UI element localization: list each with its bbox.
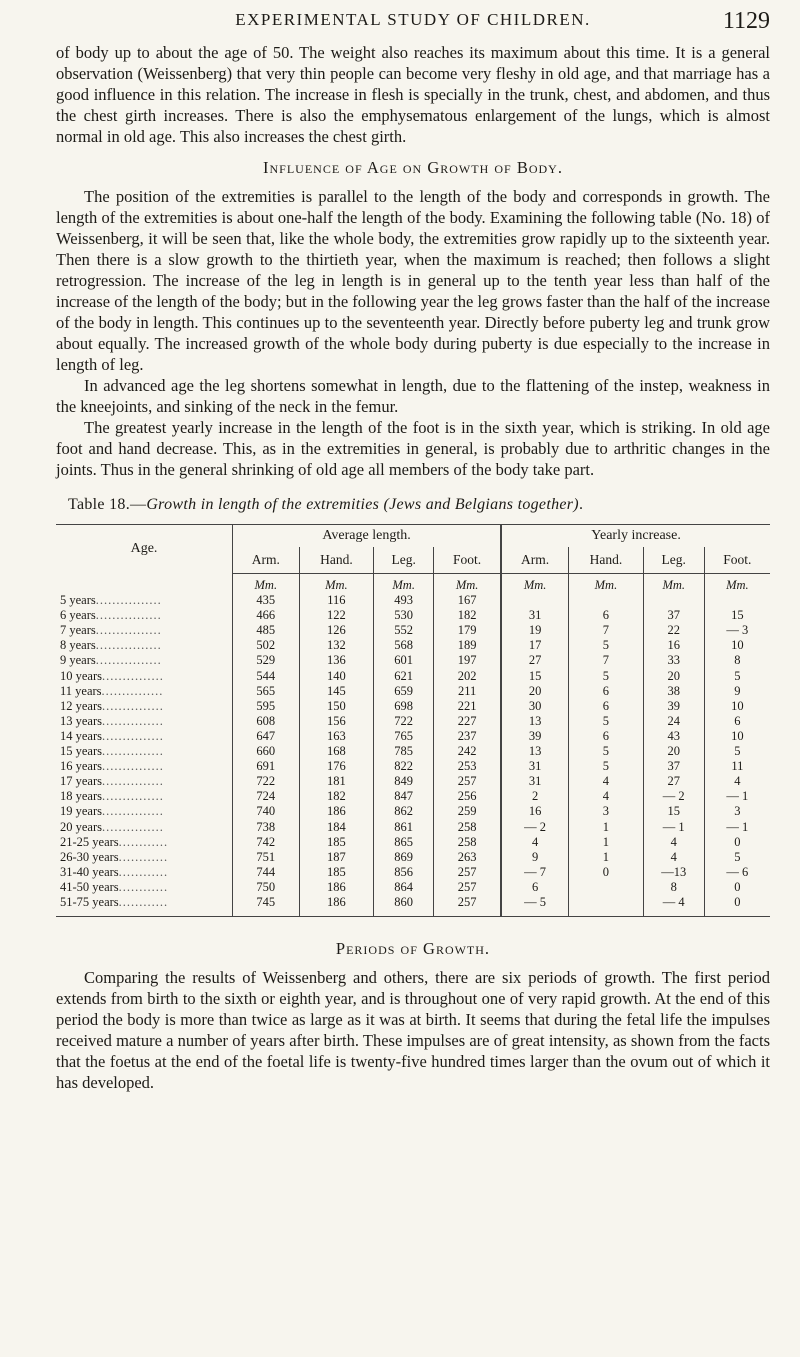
age-cell — [56, 714, 233, 729]
increase-value-cell: — 1 — [726, 789, 749, 804]
leader-dots: ............... — [102, 789, 164, 804]
table-caption-end: . — [578, 496, 584, 513]
average-value-cell: 485 — [233, 623, 300, 638]
increase-value-cell: 13 — [501, 714, 568, 729]
average-value-cell: 861 — [374, 820, 434, 835]
average-value-cell: 150 — [299, 699, 374, 714]
average-value-cell: 211 — [434, 684, 502, 699]
age-cell — [56, 774, 233, 789]
average-value-cell: 185 — [299, 865, 374, 880]
average-value-cell: 724 — [233, 789, 300, 804]
average-value-cell: 565 — [233, 684, 300, 699]
leader-dots: ................ — [95, 653, 162, 668]
average-value-cell: 257 — [434, 865, 502, 880]
increase-value-cell: 6 — [734, 713, 741, 728]
increase-value-cell — [569, 880, 644, 895]
increase-value-cell: 37 — [643, 759, 704, 774]
age-cell — [56, 608, 233, 623]
increase-value-cell: 0 — [734, 834, 741, 849]
table-row — [56, 669, 770, 684]
average-value-cell: 263 — [434, 850, 502, 865]
leader-dots: ............ — [118, 834, 169, 849]
age-label: 12 years — [60, 698, 102, 713]
increase-value-cell: 0 — [569, 865, 644, 880]
table-row — [56, 684, 770, 699]
increase-value-cell: —13 — [643, 865, 704, 880]
age-cell — [56, 593, 233, 608]
increase-value-cell: 8 — [643, 880, 704, 895]
increase-value-cell: 5 — [569, 714, 644, 729]
increase-value-cell: 6 — [569, 699, 644, 714]
average-value-cell: 197 — [434, 653, 502, 668]
leader-dots: ............... — [102, 804, 164, 819]
increase-value-cell: 3 — [734, 804, 741, 819]
paragraph-weight: of body up to about the age of 50. The weight also reaches its maximum about this time. It is a general observation (Weissenberg) that very thin people can become very fleshy in old age, and that marriage has a good influence in this relation. The increase in flesh is specially in the trunk, chest, and abdomen, and thus the chest girth increases. There is also the emphysematous enlargement of the lungs, which is almost normal in old age. This also increases the chest girth. — [56, 43, 770, 146]
unit-label: Mm. — [643, 574, 704, 594]
increase-value-cell: 1 — [569, 850, 644, 865]
average-value-cell: 621 — [374, 669, 434, 684]
average-value-cell: 856 — [374, 865, 434, 880]
section-heading-periods-of-growth: Periods of Growth. — [335, 939, 491, 959]
increase-value-cell: 5 — [734, 668, 741, 683]
table-row — [56, 729, 770, 744]
age-label: 8 years — [60, 638, 96, 653]
increase-value-cell: 11 — [731, 759, 744, 774]
age-label: 31-40 years — [60, 864, 119, 879]
age-cell — [56, 789, 233, 804]
average-value-cell: 862 — [374, 804, 434, 819]
increase-value-cell: 5 — [569, 759, 644, 774]
average-value-cell: 722 — [233, 774, 300, 789]
average-value-cell: 529 — [233, 653, 300, 668]
average-value-cell: 698 — [374, 699, 434, 714]
age-cell — [56, 895, 233, 917]
yearly-increase-header: Yearly increase. — [501, 525, 770, 548]
increase-value-cell: — 5 — [501, 895, 568, 917]
age-cell — [56, 744, 233, 759]
average-value-cell: 186 — [299, 895, 374, 917]
age-cell — [56, 684, 233, 699]
average-value-cell: 167 — [434, 593, 502, 608]
average-column-header: Arm. — [233, 547, 300, 574]
leader-dots: ............ — [118, 894, 169, 909]
average-value-cell: 849 — [374, 774, 434, 789]
increase-value-cell: — 4 — [643, 895, 704, 917]
age-label: 41-50 years — [60, 879, 119, 894]
average-value-cell: 176 — [299, 759, 374, 774]
table-row — [56, 804, 770, 819]
average-value-cell: 864 — [374, 880, 434, 895]
average-value-cell: 822 — [374, 759, 434, 774]
average-value-cell: 750 — [233, 880, 300, 895]
age-label: 19 years — [60, 804, 102, 819]
increase-value-cell: 6 — [569, 729, 644, 744]
increase-value-cell: 20 — [501, 684, 568, 699]
increase-value-cell — [501, 593, 568, 608]
table-row — [56, 774, 770, 789]
leader-dots: ............ — [118, 879, 169, 894]
leader-dots: ............ — [118, 864, 169, 879]
average-value-cell: 163 — [299, 729, 374, 744]
leader-dots: ................ — [95, 593, 162, 608]
average-value-cell: 860 — [374, 895, 434, 917]
unit-label: Mm. — [233, 574, 300, 594]
average-value-cell: 186 — [299, 804, 374, 819]
average-column-header: Foot. — [434, 547, 502, 574]
average-value-cell: 259 — [434, 804, 502, 819]
increase-value-cell: — 2 — [643, 789, 704, 804]
increase-value-cell: 37 — [643, 608, 704, 623]
increase-value-cell: 20 — [643, 669, 704, 684]
average-value-cell: 502 — [233, 638, 300, 653]
table-row — [56, 744, 770, 759]
average-value-cell: 189 — [434, 638, 502, 653]
increase-value-cell: 31 — [501, 759, 568, 774]
average-value-cell: 227 — [434, 714, 502, 729]
increase-value-cell: 3 — [569, 804, 644, 819]
average-value-cell: 237 — [434, 729, 502, 744]
age-label: 6 years — [60, 608, 96, 623]
paragraph-advanced-age: In advanced age the leg shortens somewhat in length, due to the flattening of the instep, weakness in the kneejoints, and sinking of the neck in the femur. — [56, 376, 770, 416]
average-value-cell: 253 — [434, 759, 502, 774]
age-cell — [56, 623, 233, 638]
average-value-cell: 722 — [374, 714, 434, 729]
average-value-cell: 156 — [299, 714, 374, 729]
leader-dots: ............ — [118, 849, 169, 864]
increase-value-cell — [569, 895, 644, 917]
table-row — [56, 759, 770, 774]
increase-value-cell: 20 — [643, 744, 704, 759]
average-value-cell: 258 — [434, 820, 502, 835]
increase-value-cell: 4 — [501, 835, 568, 850]
unit-label: Mm. — [434, 574, 502, 594]
increase-value-cell: 5 — [569, 638, 644, 653]
growth-table — [56, 524, 770, 917]
table-row — [56, 789, 770, 804]
average-value-cell: 601 — [374, 653, 434, 668]
increase-value-cell: 27 — [501, 653, 568, 668]
increase-value-cell: 33 — [643, 653, 704, 668]
age-label: 9 years — [60, 653, 96, 668]
age-cell — [56, 850, 233, 865]
average-value-cell: 185 — [299, 835, 374, 850]
average-value-cell: 869 — [374, 850, 434, 865]
leader-dots: ............... — [102, 774, 164, 789]
increase-value-cell: 5 — [569, 669, 644, 684]
increase-value-cell — [643, 593, 704, 608]
average-value-cell: 257 — [434, 895, 502, 917]
average-value-cell: 691 — [233, 759, 300, 774]
running-head — [56, 8, 770, 42]
average-value-cell: 865 — [374, 835, 434, 850]
table-row — [56, 638, 770, 653]
increase-column-header: Foot. — [704, 547, 770, 574]
table-row — [56, 623, 770, 638]
leader-dots: ................ — [95, 623, 162, 638]
average-value-cell: 116 — [299, 593, 374, 608]
average-value-cell: 742 — [233, 835, 300, 850]
unit-label: Mm. — [299, 574, 374, 594]
increase-value-cell: 1 — [569, 820, 644, 835]
average-value-cell: 568 — [374, 638, 434, 653]
increase-value-cell: 4 — [734, 774, 741, 789]
increase-value-cell: 1 — [569, 835, 644, 850]
age-label: 15 years — [60, 744, 102, 759]
average-value-cell: 740 — [233, 804, 300, 819]
increase-value-cell: 5 — [734, 849, 741, 864]
table-row — [56, 820, 770, 835]
increase-value-cell: 8 — [734, 653, 741, 668]
increase-value-cell: 15 — [731, 608, 744, 623]
table-row — [56, 653, 770, 668]
increase-value-cell: 39 — [643, 699, 704, 714]
age-label: 17 years — [60, 774, 102, 789]
average-value-cell: 182 — [434, 608, 502, 623]
increase-value-cell: 13 — [501, 744, 568, 759]
increase-value-cell: 38 — [643, 684, 704, 699]
average-value-cell: 647 — [233, 729, 300, 744]
increase-value-cell: 9 — [734, 683, 741, 698]
leader-dots: ............... — [102, 698, 164, 713]
age-column-header: Age. — [56, 525, 233, 574]
increase-value-cell: — 1 — [726, 819, 749, 834]
increase-value-cell: 10 — [731, 728, 744, 743]
average-value-cell: 257 — [434, 880, 502, 895]
increase-value-cell: 30 — [501, 699, 568, 714]
leader-dots: ............... — [102, 759, 164, 774]
average-value-cell: 785 — [374, 744, 434, 759]
section-heading-influence-of-age: Influence of Age on Growth of Body. — [263, 158, 563, 177]
increase-column-header: Arm. — [501, 547, 568, 574]
age-label: 13 years — [60, 713, 102, 728]
average-value-cell: 182 — [299, 789, 374, 804]
average-value-cell: 258 — [434, 835, 502, 850]
average-value-cell: 435 — [233, 593, 300, 608]
age-cell — [56, 880, 233, 895]
paragraph-foot-growth: The greatest yearly increase in the length of the foot is in the sixth year, which is striking. In old age foot and hand decrease. This, as in the extremities in general, is probably due to arthritic changes in the joints. Thus in the general shrinking of old age all members of the body take part. — [56, 418, 770, 479]
leader-dots: ............... — [102, 819, 164, 834]
increase-value-cell: — 7 — [501, 865, 568, 880]
average-column-header: Hand. — [299, 547, 374, 574]
increase-value-cell: 10 — [731, 698, 744, 713]
unit-label: Mm. — [501, 574, 568, 594]
age-cell — [56, 653, 233, 668]
increase-value-cell: 16 — [643, 638, 704, 653]
increase-value-cell: 7 — [569, 653, 644, 668]
average-column-header: Leg. — [374, 547, 434, 574]
average-value-cell: 242 — [434, 744, 502, 759]
age-cell — [56, 865, 233, 880]
table-caption — [68, 496, 770, 514]
table-row — [56, 699, 770, 714]
increase-value-cell: 0 — [704, 895, 770, 917]
average-value-cell: 660 — [233, 744, 300, 759]
average-value-cell: 184 — [299, 820, 374, 835]
age-cell — [56, 759, 233, 774]
increase-value-cell: 6 — [569, 608, 644, 623]
leader-dots: ............... — [102, 668, 164, 683]
increase-value-cell: 15 — [501, 669, 568, 684]
leader-dots: ................ — [95, 638, 162, 653]
increase-value-cell: 4 — [569, 789, 644, 804]
increase-value-cell: 24 — [643, 714, 704, 729]
increase-value-cell: 19 — [501, 623, 568, 638]
increase-value-cell: 17 — [501, 638, 568, 653]
increase-value-cell: 39 — [501, 729, 568, 744]
increase-value-cell: 15 — [643, 804, 704, 819]
increase-value-cell: 27 — [643, 774, 704, 789]
page-number: 1129 — [722, 8, 770, 34]
age-label: 11 years — [60, 683, 102, 698]
units-age-cell — [56, 574, 233, 594]
average-value-cell: 751 — [233, 850, 300, 865]
increase-value-cell: — 2 — [501, 820, 568, 835]
table-row — [56, 865, 770, 880]
paragraph-extremities: The position of the extremities is parallel to the length of the body and corresponds in growth. The length of the extremities is about one-half the length of the body. Examining the following table (No. 18) of Weissenberg, it will be seen that, like the whole body, the extremities grow rapidly up to the sixteenth year. Then there is a slow growth to the thirtieth year, when the maximum is reached; then follows a slight retrogression. The increase of the leg in length is in general up to the tenth year less than half of the increase of the length of the body; but in the following year the leg grows faster than the half of the increase of the body in length. This continues up to the seventeenth year. Directly before puberty leg and trunk grow about equally. The increased growth of the whole body during puberty is due especially to the increase in length of leg. — [56, 187, 770, 374]
age-cell — [56, 835, 233, 850]
average-value-cell: 256 — [434, 789, 502, 804]
average-value-cell: 136 — [299, 653, 374, 668]
average-value-cell: 145 — [299, 684, 374, 699]
age-cell — [56, 804, 233, 819]
increase-value-cell: 22 — [643, 623, 704, 638]
increase-value-cell: 4 — [569, 774, 644, 789]
table-row — [56, 714, 770, 729]
unit-label: Mm. — [374, 574, 434, 594]
increase-value-cell: 10 — [731, 638, 744, 653]
increase-value-cell: 6 — [569, 684, 644, 699]
leader-dots: ............... — [101, 683, 164, 698]
unit-label: Mm. — [726, 578, 749, 592]
age-label: 18 years — [60, 789, 102, 804]
average-length-header: Average length. — [233, 525, 502, 548]
table-row — [56, 593, 770, 608]
increase-value-cell: 31 — [501, 774, 568, 789]
leader-dots: ............... — [102, 713, 164, 728]
age-label: 20 years — [60, 819, 102, 834]
increase-value-cell: 7 — [569, 623, 644, 638]
age-label: 16 years — [60, 759, 102, 774]
average-value-cell: 595 — [233, 699, 300, 714]
increase-value-cell: 31 — [501, 608, 568, 623]
table-row — [56, 608, 770, 623]
age-cell — [56, 699, 233, 714]
table-row — [56, 835, 770, 850]
age-label: 5 years — [60, 593, 96, 608]
table-row — [56, 850, 770, 865]
average-value-cell: 493 — [374, 593, 434, 608]
age-cell — [56, 638, 233, 653]
table-row — [56, 880, 770, 895]
average-value-cell: 140 — [299, 669, 374, 684]
average-value-cell: 168 — [299, 744, 374, 759]
running-title: EXPERIMENTAL STUDY OF CHILDREN. — [235, 10, 591, 29]
average-value-cell: 122 — [299, 608, 374, 623]
average-value-cell: 530 — [374, 608, 434, 623]
average-value-cell: 744 — [233, 865, 300, 880]
average-value-cell: 186 — [299, 880, 374, 895]
average-value-cell: 745 — [233, 895, 300, 917]
age-label: 26-30 years — [60, 849, 119, 864]
average-value-cell: 659 — [374, 684, 434, 699]
leader-dots: ............... — [102, 728, 164, 743]
age-label: 14 years — [60, 728, 102, 743]
leader-dots: ................ — [95, 608, 162, 623]
increase-value-cell: 5 — [734, 744, 741, 759]
increase-value-cell — [569, 593, 644, 608]
increase-value-cell: 5 — [569, 744, 644, 759]
average-value-cell: 847 — [374, 789, 434, 804]
increase-value-cell: 2 — [501, 789, 568, 804]
unit-label: Mm. — [569, 574, 644, 594]
paragraph-periods: Comparing the results of Weissenberg and others, there are six periods of growth. The first period extends from birth to the sixth or eighth year, and is throughout one of very rapid growth. At the end of this period the body is more than twice as large as it was at birth. It seems that during the fetal life the impulses received mature a number of years after birth. These impulses are of great intensity, as shown from the facts that the foetus at the end of the foetal life is twenty-five hundred times larger than the ovum out of which it has developed. — [56, 968, 770, 1093]
average-value-cell: 181 — [299, 774, 374, 789]
average-value-cell: 132 — [299, 638, 374, 653]
average-value-cell: 187 — [299, 850, 374, 865]
increase-value-cell: 9 — [501, 850, 568, 865]
age-cell — [56, 729, 233, 744]
average-value-cell: 738 — [233, 820, 300, 835]
table-caption-note: (Jews and Belgians together) — [383, 496, 579, 513]
increase-column-header: Hand. — [569, 547, 644, 574]
increase-value-cell: — 3 — [726, 623, 749, 638]
table-caption-label: Table 18.— — [68, 496, 147, 513]
age-label: 21-25 years — [60, 834, 119, 849]
average-value-cell: 544 — [233, 669, 300, 684]
table-row — [56, 895, 770, 917]
average-value-cell: 202 — [434, 669, 502, 684]
average-value-cell: 552 — [374, 623, 434, 638]
age-label: 10 years — [60, 668, 102, 683]
increase-value-cell — [704, 593, 770, 608]
age-cell — [56, 669, 233, 684]
increase-column-header: Leg. — [643, 547, 704, 574]
average-value-cell: 765 — [374, 729, 434, 744]
age-label: 51-75 years — [60, 894, 119, 909]
average-value-cell: 466 — [233, 608, 300, 623]
increase-value-cell: 6 — [501, 880, 568, 895]
age-label: 7 years — [60, 623, 96, 638]
average-value-cell: 221 — [434, 699, 502, 714]
average-value-cell: 126 — [299, 623, 374, 638]
leader-dots: ............... — [102, 744, 164, 759]
increase-value-cell: — 1 — [643, 820, 704, 835]
increase-value-cell: 43 — [643, 729, 704, 744]
average-value-cell: 179 — [434, 623, 502, 638]
average-value-cell: 608 — [233, 714, 300, 729]
increase-value-cell: 4 — [643, 835, 704, 850]
increase-value-cell: — 6 — [726, 864, 749, 879]
table-caption-title: Growth in length of the extremities — [146, 496, 380, 513]
average-value-cell: 257 — [434, 774, 502, 789]
increase-value-cell: 16 — [501, 804, 568, 819]
increase-value-cell: 4 — [643, 850, 704, 865]
increase-value-cell: 0 — [734, 879, 741, 894]
age-cell — [56, 820, 233, 835]
